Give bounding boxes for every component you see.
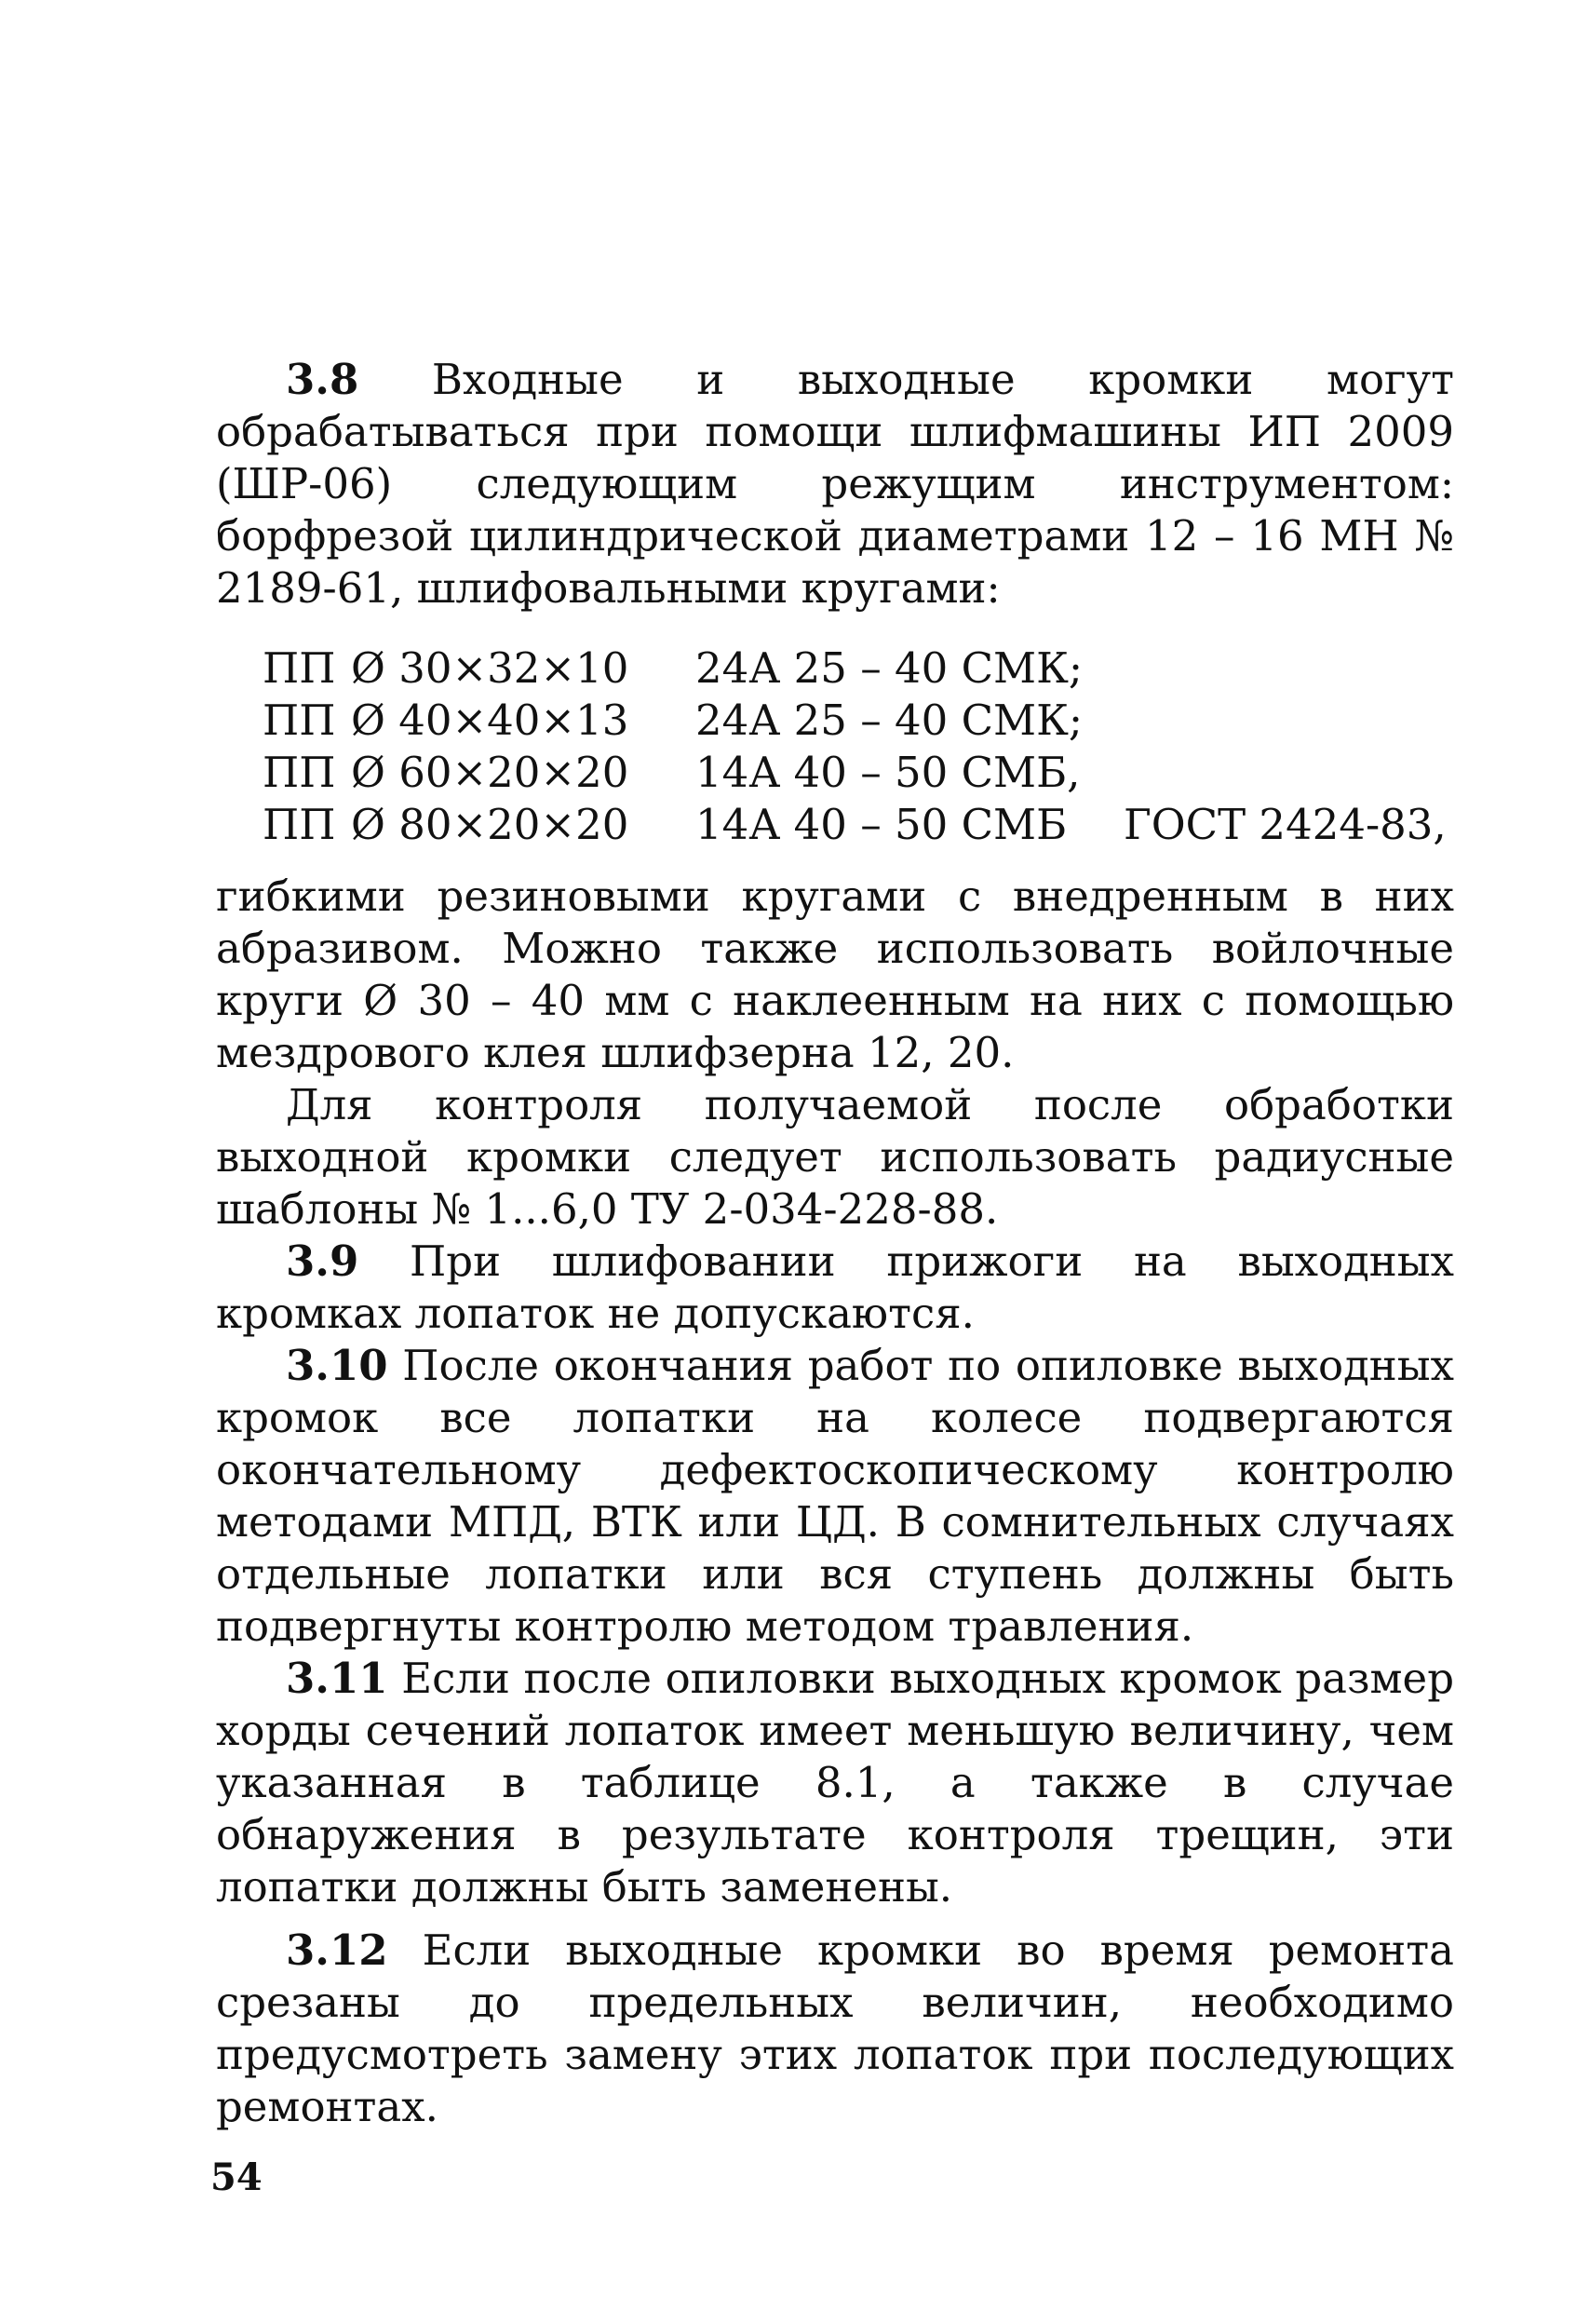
paragraph-text: Если после опиловки выходных кромок размер хорды сечений лопаток имеет меньшую величину, чем указанная в таблице 8.1, а также в случае обнаружения в результате контроля трещин, эти лопатки должны быть заменены. (216, 1654, 1454, 1912)
wheel-standard (1124, 747, 1447, 799)
paragraph-control: Для контроля получаемой после обработки выходной кромки следует использовать радиусные шаблоны № 1...6,0 ТУ 2-034-228-88. (216, 1080, 1454, 1234)
wheel-standard: ГОСТ 2424-83, (1124, 800, 1447, 849)
paragraph-text: Если выходные кромки во время ремонта срезаны до предельных величин, необходимо предусмотреть замену этих лопаток при последующих ремонтах. (216, 1925, 1454, 2131)
table-row (263, 747, 1447, 799)
paragraph-3-10 (216, 1340, 1454, 1653)
wheel-dimensions: Ø 80×20×20 (351, 800, 629, 849)
wheel-standard (1124, 695, 1447, 747)
page-number: 54 (210, 2155, 263, 2199)
paragraph-text: При шлифовании прижоги на выходных кромках лопаток не допускаются. (216, 1236, 1454, 1338)
wheel-type: ПП (263, 696, 336, 745)
wheel-dimensions: Ø 30×32×10 (351, 643, 629, 693)
wheel-dimensions: Ø 60×20×20 (351, 748, 629, 797)
table-row (263, 642, 1447, 695)
wheel-type: ПП (263, 800, 336, 849)
paragraph-text: Входные и выходные кромки могут обрабатываться при помощи шлифмашины ИП 2009 (ШР-06) следующим режущим инструментом: борфрезой цилиндрической диаметрами 12 – 16 МН № 2189-61, шлифовальными кругами: (216, 355, 1454, 613)
wheel-type: ПП (263, 748, 336, 797)
wheel-spec: 14А 40 – 50 СМБ, (695, 748, 1081, 797)
paragraph-3-12 (216, 1925, 1454, 2133)
wheel-spec: 24А 25 – 40 СМК; (695, 696, 1084, 745)
section-number: 3.8 (286, 355, 359, 404)
wheel-spec: 14А 40 – 50 СМБ (695, 800, 1068, 849)
paragraph-3-11 (216, 1653, 1454, 1913)
section-number: 3.12 (286, 1925, 388, 1975)
grinding-wheels-table (263, 642, 1447, 851)
section-number: 3.11 (286, 1654, 388, 1703)
paragraph-3-8-continued: гибкими резиновыми кругами с внедренным в них абразивом. Можно также использовать войлочные круги Ø 30 – 40 мм с наклеенным на них с помощью мездрового клея шлифзерна 12, 20. (216, 872, 1454, 1077)
paragraph-3-8 (216, 354, 1454, 615)
wheel-standard (1124, 642, 1447, 695)
paragraph-text: После окончания работ по опиловке выходных кромок все лопатки на колесе подвергаются окончательному дефектоскопическому контролю методами МПД, ВТК или ЦД. В сомнительных случаях отдельные лопатки или вся ступень должны быть подвергнуты контролю методом травления. (216, 1341, 1454, 1651)
wheel-spec: 24А 25 – 40 СМК; (695, 643, 1084, 693)
main-text (216, 871, 1454, 2133)
section-3-8-intro (216, 354, 1454, 615)
section-number: 3.9 (286, 1236, 359, 1286)
table-row (263, 799, 1447, 851)
wheel-dimensions: Ø 40×40×13 (351, 696, 629, 745)
table-row (263, 695, 1447, 747)
paragraph-3-9 (216, 1236, 1454, 1340)
section-number: 3.10 (286, 1341, 388, 1390)
wheel-type: ПП (263, 643, 336, 693)
